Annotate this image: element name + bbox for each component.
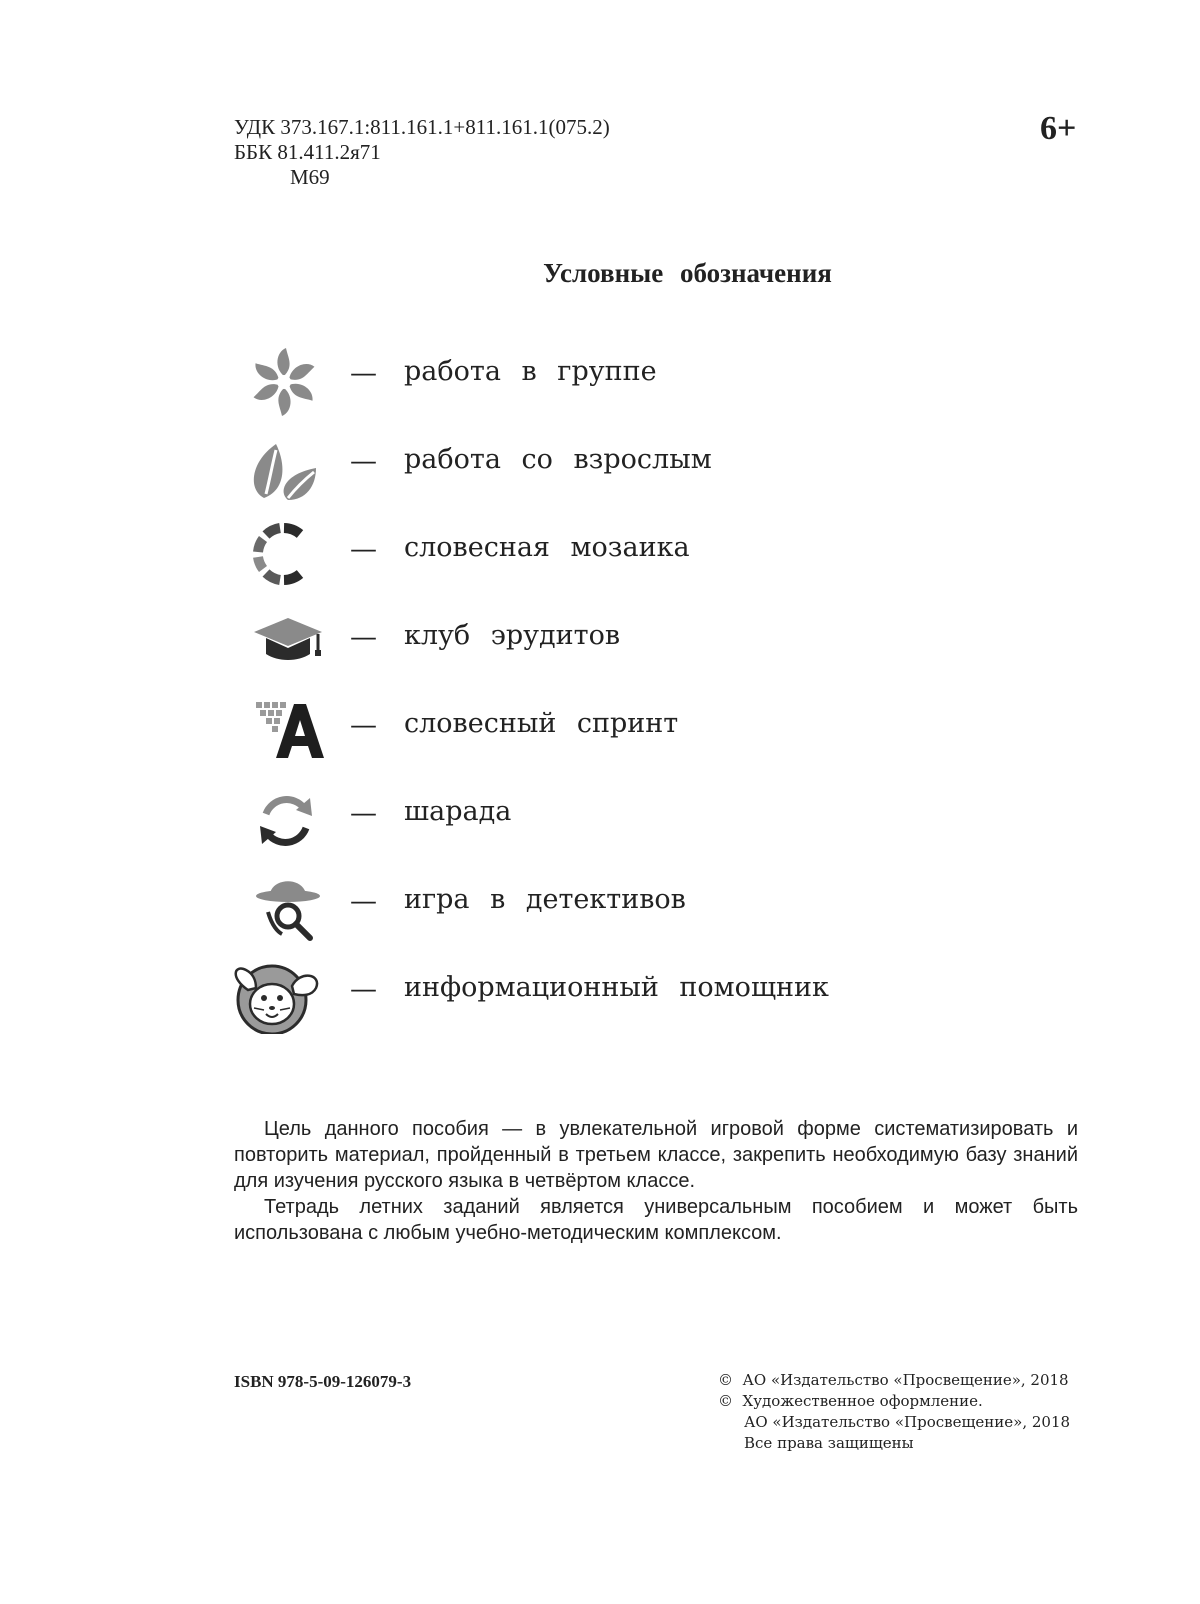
- bunny-icon: [226, 960, 326, 1034]
- segmented-c-icon: [226, 520, 326, 594]
- author-mark: М69: [290, 165, 330, 189]
- legend-item: [226, 516, 986, 604]
- legend-dash: —: [350, 798, 377, 829]
- age-rating: 6+: [1040, 110, 1077, 147]
- legend-label: клуб эрудитов: [404, 620, 621, 651]
- legend-dash: —: [350, 622, 377, 653]
- legend-dash: —: [350, 886, 377, 917]
- copyright-line: © АО «Издательство «Просвещение», 2018: [718, 1371, 1069, 1389]
- legend-dash: —: [350, 974, 377, 1005]
- legend-item: [226, 692, 986, 780]
- legend-dash: —: [350, 358, 377, 389]
- copyright-icon: ©: [718, 1392, 733, 1410]
- legend-item: [226, 780, 986, 868]
- bbk-code: ББК 81.411.2я71: [234, 140, 381, 164]
- description-paragraph: Цель данного пособия — в увлекательной игровой форме систематизировать и повторить материал, пройденный в третьем классе, закрепить необходимую базу знаний для изучения русского языка в четвёртом классе.: [234, 1118, 1078, 1192]
- legend-label: словесный спринт: [404, 708, 679, 739]
- description-paragraph: Тетрадь летних заданий является универсальным пособием и может быть использована с любым учебно-методическим комплексом.: [234, 1196, 1078, 1244]
- legend-list: [226, 340, 986, 1044]
- copyright-line: © Художественное оформление.: [718, 1392, 983, 1410]
- legend-label: игра в детективов: [404, 884, 686, 915]
- page-title: Условные обозначения: [543, 258, 832, 288]
- legend-item: [226, 340, 986, 428]
- legend-label: словесная мозаика: [404, 532, 690, 563]
- detective-icon: [226, 872, 326, 946]
- legend-label: работа в группе: [404, 356, 657, 387]
- copyright-icon: ©: [718, 1371, 733, 1389]
- legend-item: [226, 868, 986, 956]
- legend-dash: —: [350, 534, 377, 565]
- refresh-arrows-icon: [226, 784, 326, 858]
- legend-item: [226, 428, 986, 516]
- copyright-line: АО «Издательство «Просвещение», 2018: [744, 1413, 1071, 1431]
- flower-icon: [226, 344, 326, 418]
- isbn: ISBN 978-5-09-126079-3: [234, 1372, 412, 1391]
- legend-item: [226, 604, 986, 692]
- graduation-cap-icon: [226, 608, 326, 682]
- legend-dash: —: [350, 446, 377, 477]
- legend-label: шарада: [404, 796, 512, 827]
- rights-reserved: Все права защищены: [744, 1434, 914, 1452]
- legend-item: [226, 956, 986, 1044]
- description: [234, 1116, 1078, 1246]
- udk-code: УДК 373.167.1:811.161.1+811.161.1(075.2): [234, 115, 610, 139]
- leaves-icon: [226, 432, 326, 506]
- bibliographic-codes: [234, 115, 610, 190]
- pixel-letter-a-icon: [226, 696, 326, 770]
- copyright-block: [718, 1370, 1078, 1454]
- legend-label: информационный помощник: [404, 972, 829, 1003]
- legend-dash: —: [350, 710, 377, 741]
- legend-label: работа со взрослым: [404, 444, 712, 475]
